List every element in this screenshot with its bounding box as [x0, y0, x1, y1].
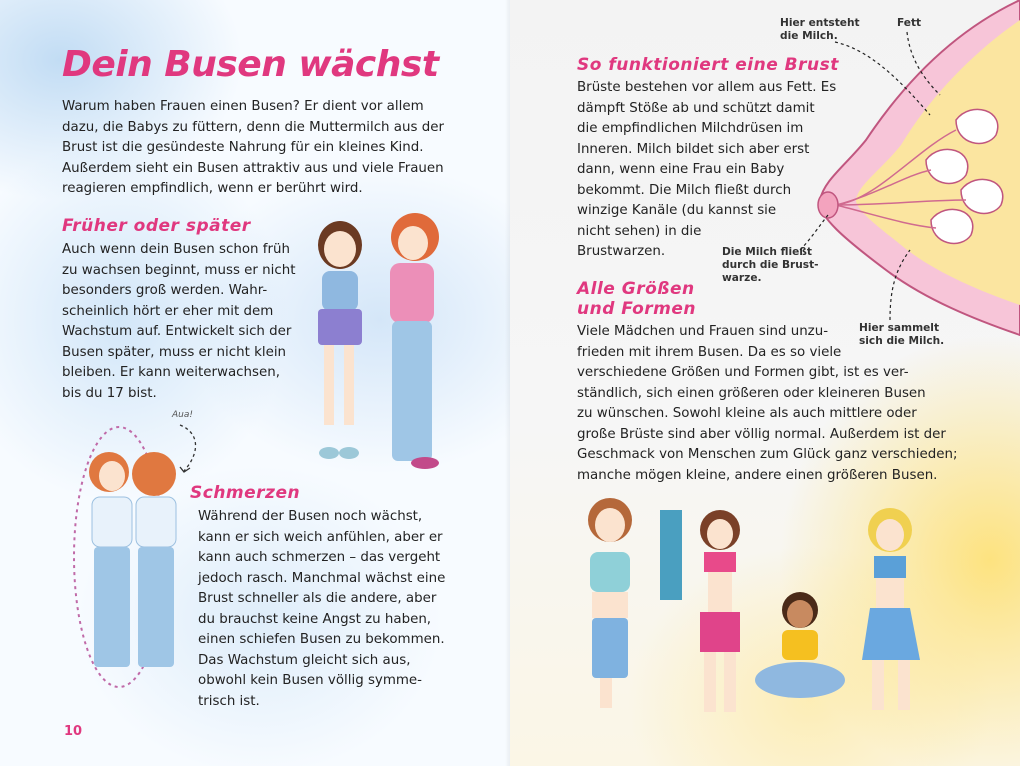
section-text-funktion: Brüste bestehen vor allem aus Fett. Es dämpft Stöße ab und schützt damit die empfindlichen Milchdrüsen im Inneren. Milch bildet sich aber erst dann, wenn eine Frau ein Baby bekommt. Die Milch fließt durch winzige Kanäle (du kannst sie nicht sehen) in die Brustwarzen. [577, 80, 837, 259]
girls-group-illustration [570, 490, 990, 730]
right-page [510, 0, 1020, 766]
page-title: Dein Busen wächst [62, 44, 439, 85]
section-text-schmerzen: Während der Busen noch wächst, kann er sich weich anfühlen, aber er kann auch schmerzen – das vergeht jedoch rasch. Manchmal wächst eine Brust schneller als die andere, aber du brauchst keine Angst zu haben, einen schiefen Busen zu bekommen. Das Wachstum gleicht sich aus, obwohl kein Busen völlig symme- trisch ist. [198, 509, 446, 709]
section-text-groessen: Viele Mädchen und Frauen sind unzu- frieden mit ihrem Busen. Da es so viele verschiedene Größen und Formen gibt, ist es ver- ständlich, sich einen größeren oder kleineren Busen zu wünschen. Sowohl kleine als auch mittlere oder große Brüste sind aber völlig normal. Außerdem ist der Geschmack von Menschen zum Glück ganz verschieden; manche mögen kleine, andere einen größeren Busen. [577, 324, 958, 483]
intro-text: Warum haben Frauen einen Busen? Er dient vor allem dazu, die Babys zu füttern, denn die Muttermilch aus der Brust ist die gesündeste Nahrung für ein kleines Kind. Außerdem sieht ein Busen attraktiv aus und viele Frauen reagieren empfindlich, wenn er berührt wird. [62, 99, 444, 196]
speech-note: Aua! [172, 410, 193, 420]
section-heading-schmerzen: Schmerzen [190, 483, 301, 503]
label-fat: Fett [897, 17, 922, 29]
section-text-frueher: Auch wenn dein Busen schon früh zu wachsen beginnt, muss er nicht besonders groß werden. Wahr- scheinlich hört er eher mit dem Wachstum auf. Entwickelt sich der Busen später, muss er nicht klein bleiben. Er kann weiterwachsen, bis du 17 bist. [62, 242, 296, 401]
speech-arrow-icon [170, 423, 210, 475]
page-number: 10 [64, 724, 83, 739]
label-milk-collects: Hier sammelt sich die Milch. [859, 322, 945, 347]
label-milk-created: Hier entsteht die Milch. [780, 17, 860, 42]
girls-standing-illustration [290, 205, 470, 475]
label-milk-flows: Die Milch fließt durch die Brust- warze. [722, 246, 819, 284]
section-heading-funktion: So funktioniert eine Brust [577, 55, 839, 75]
section-heading-groessen: Alle Größen und Formen [577, 279, 696, 319]
section-heading-frueher: Früher oder später [62, 216, 251, 236]
